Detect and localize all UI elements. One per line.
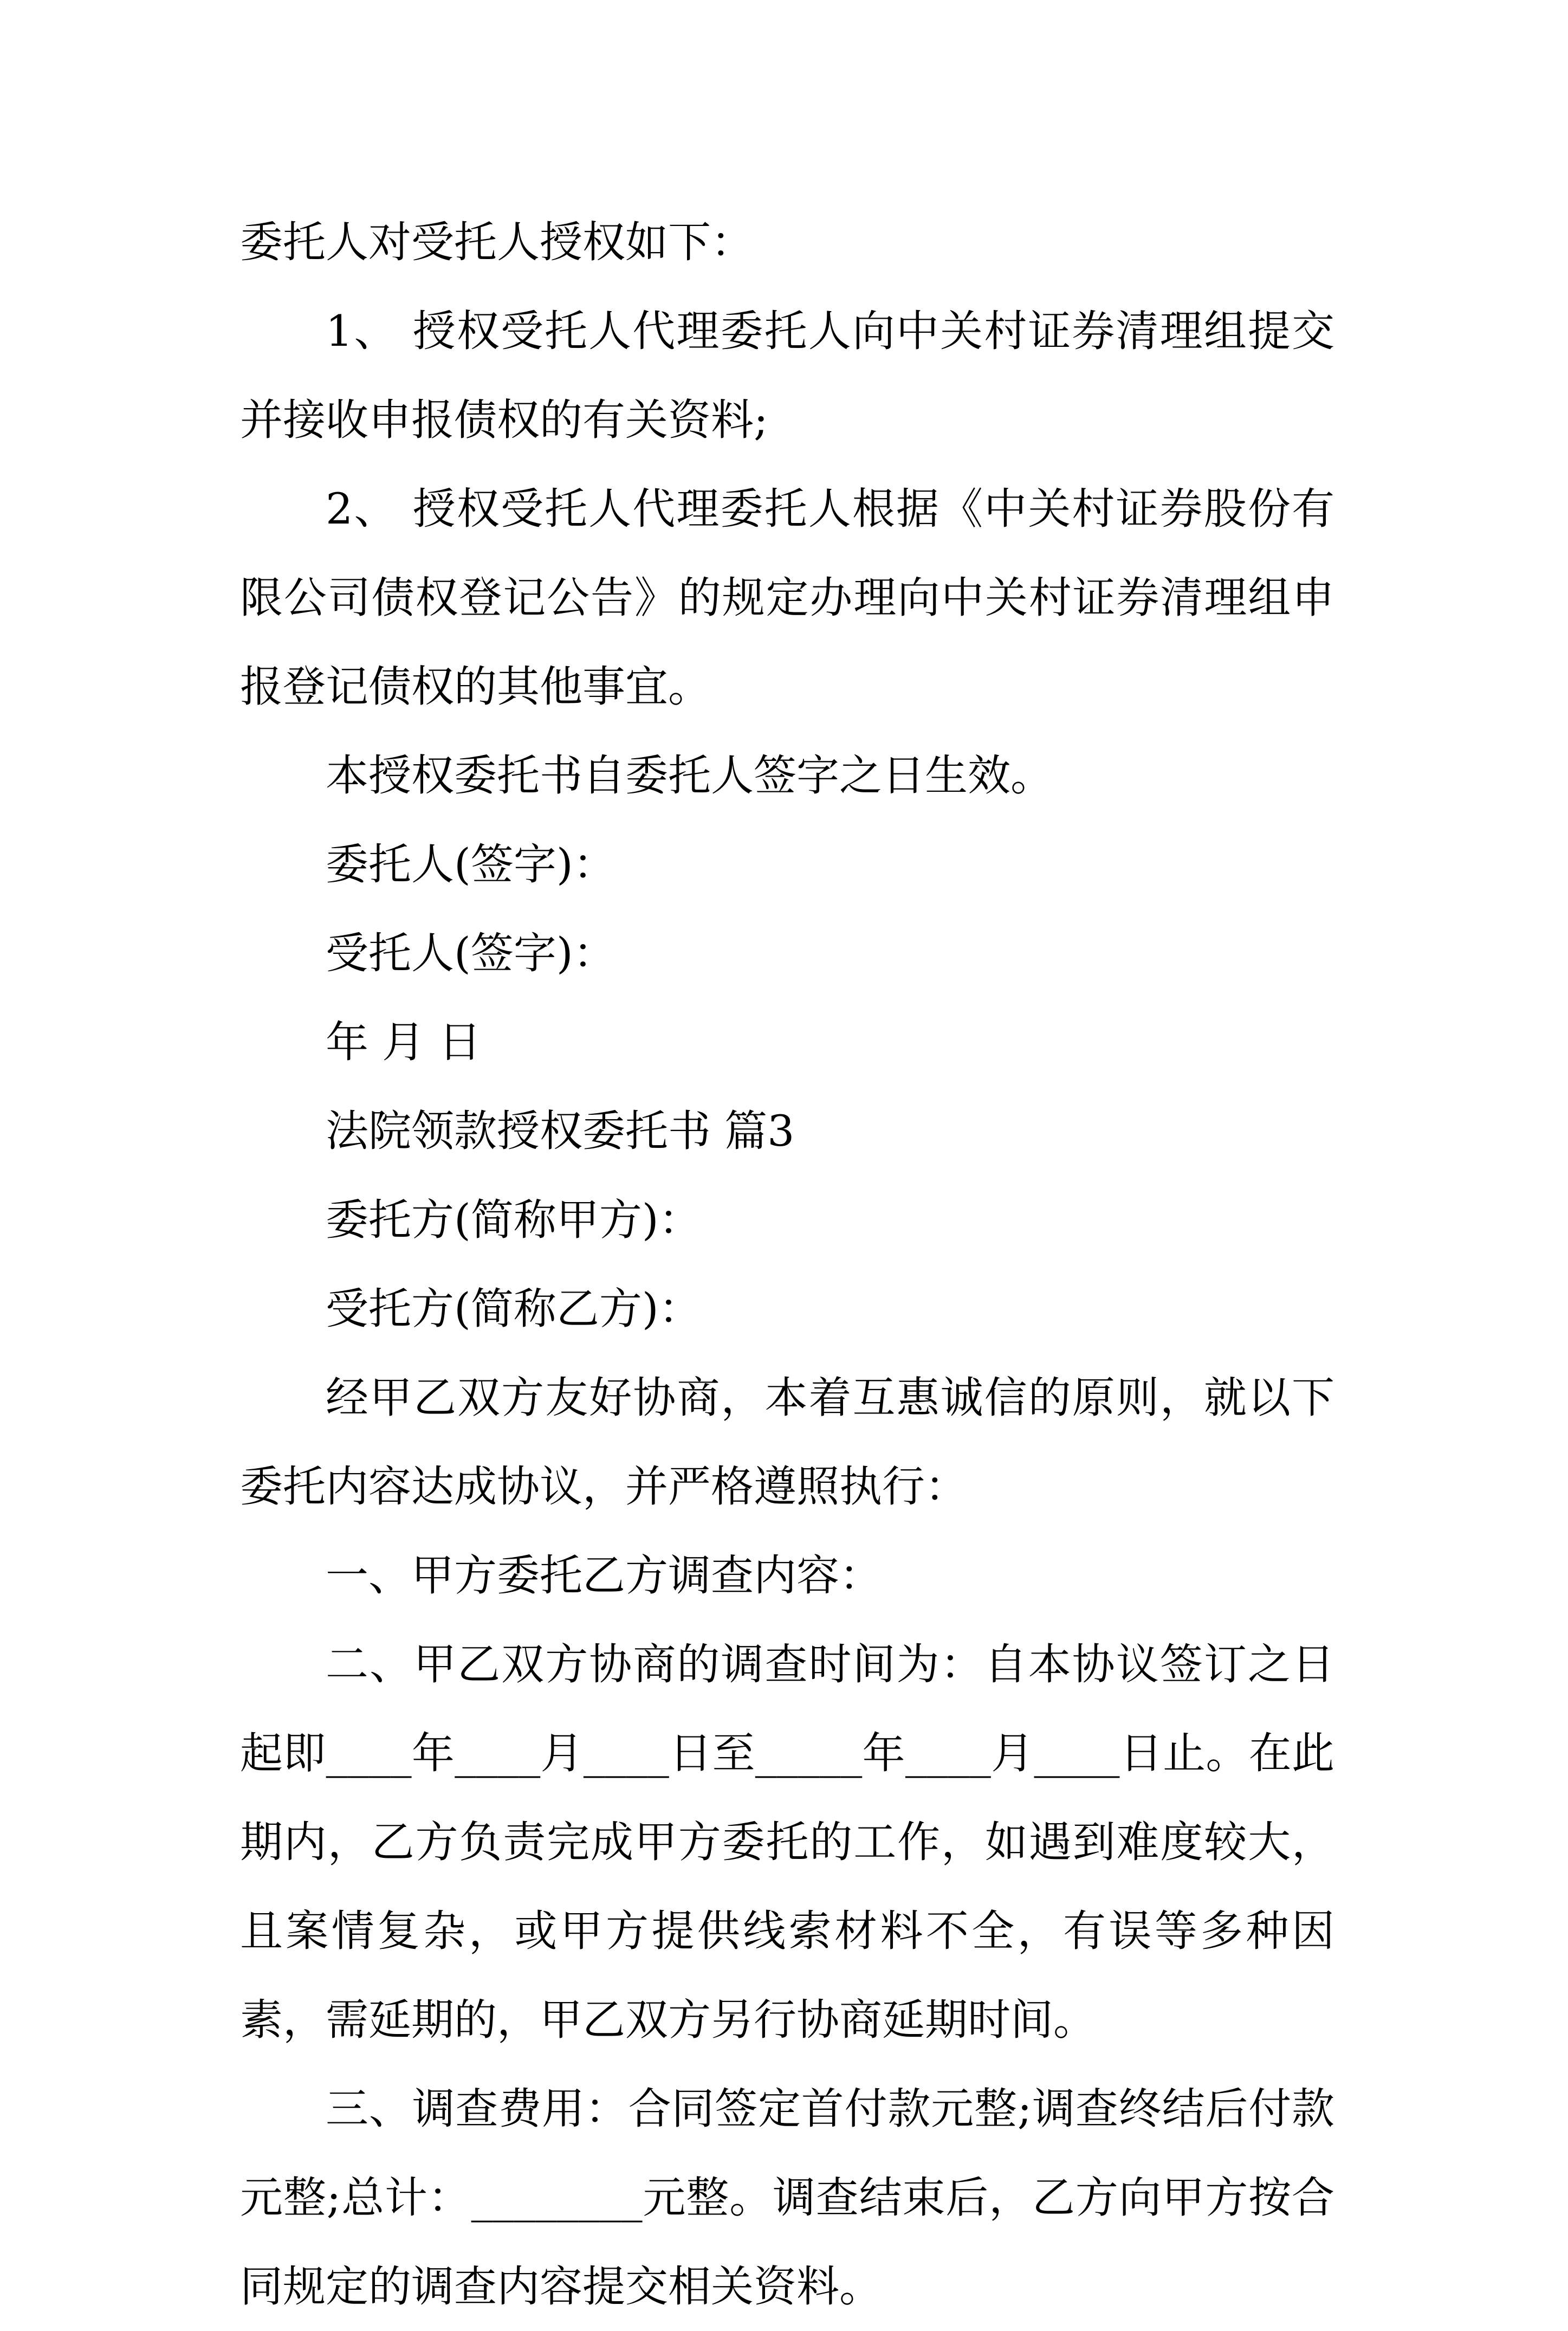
paragraph: 1、 授权受托人代理委托人向中关村证券清理组提交并接收申报债权的有关资料; xyxy=(240,306,1334,445)
paragraph: 二、甲乙双方协商的调查时间为：自本协议签订之日起即____年____月____日至_____年____月____日止。在此期内，乙方负责完成甲方委托的工作，如遇到难度较大，且案情复杂，或甲方提供线索材料不全，有误等多种因素，需延期的，甲乙双方另行协商延期时间。 xyxy=(240,1639,1334,2045)
paragraph: 受托方(简称乙方)： xyxy=(326,1284,702,1334)
document-body xyxy=(240,198,1334,2331)
paragraph: 三、调查费用：合同签定首付款元整;调查终结后付款元整;总计：________元整。调查结束后，乙方向甲方按合同规定的调查内容提交相关资料。 xyxy=(240,2084,1334,2311)
paragraph: 经甲乙双方友好协商，本着互惠诚信的原则，就以下委托内容达成协议，并严格遵照执行： xyxy=(240,1373,1334,1512)
paragraph: 委托方(简称甲方)： xyxy=(326,1195,702,1245)
paragraph: 受托人(签字)： xyxy=(326,928,616,978)
paragraph: 委托人(签字)： xyxy=(326,840,616,889)
paragraph: 本授权委托书自委托人签字之日生效。 xyxy=(326,751,1053,800)
section-heading: 法院领款授权委托书 篇3 xyxy=(326,1106,795,1156)
paragraph: 一、甲方委托乙方调查内容： xyxy=(326,1551,882,1600)
paragraph: 2、 授权受托人代理委托人根据《中关村证券股份有限公司债权登记公告》的规定办理向中关村证券清理组申报登记债权的其他事宜。 xyxy=(240,484,1334,712)
paragraph: 委托人对受托人授权如下： xyxy=(240,217,754,267)
paragraph: 年 月 日 xyxy=(326,1017,482,1067)
